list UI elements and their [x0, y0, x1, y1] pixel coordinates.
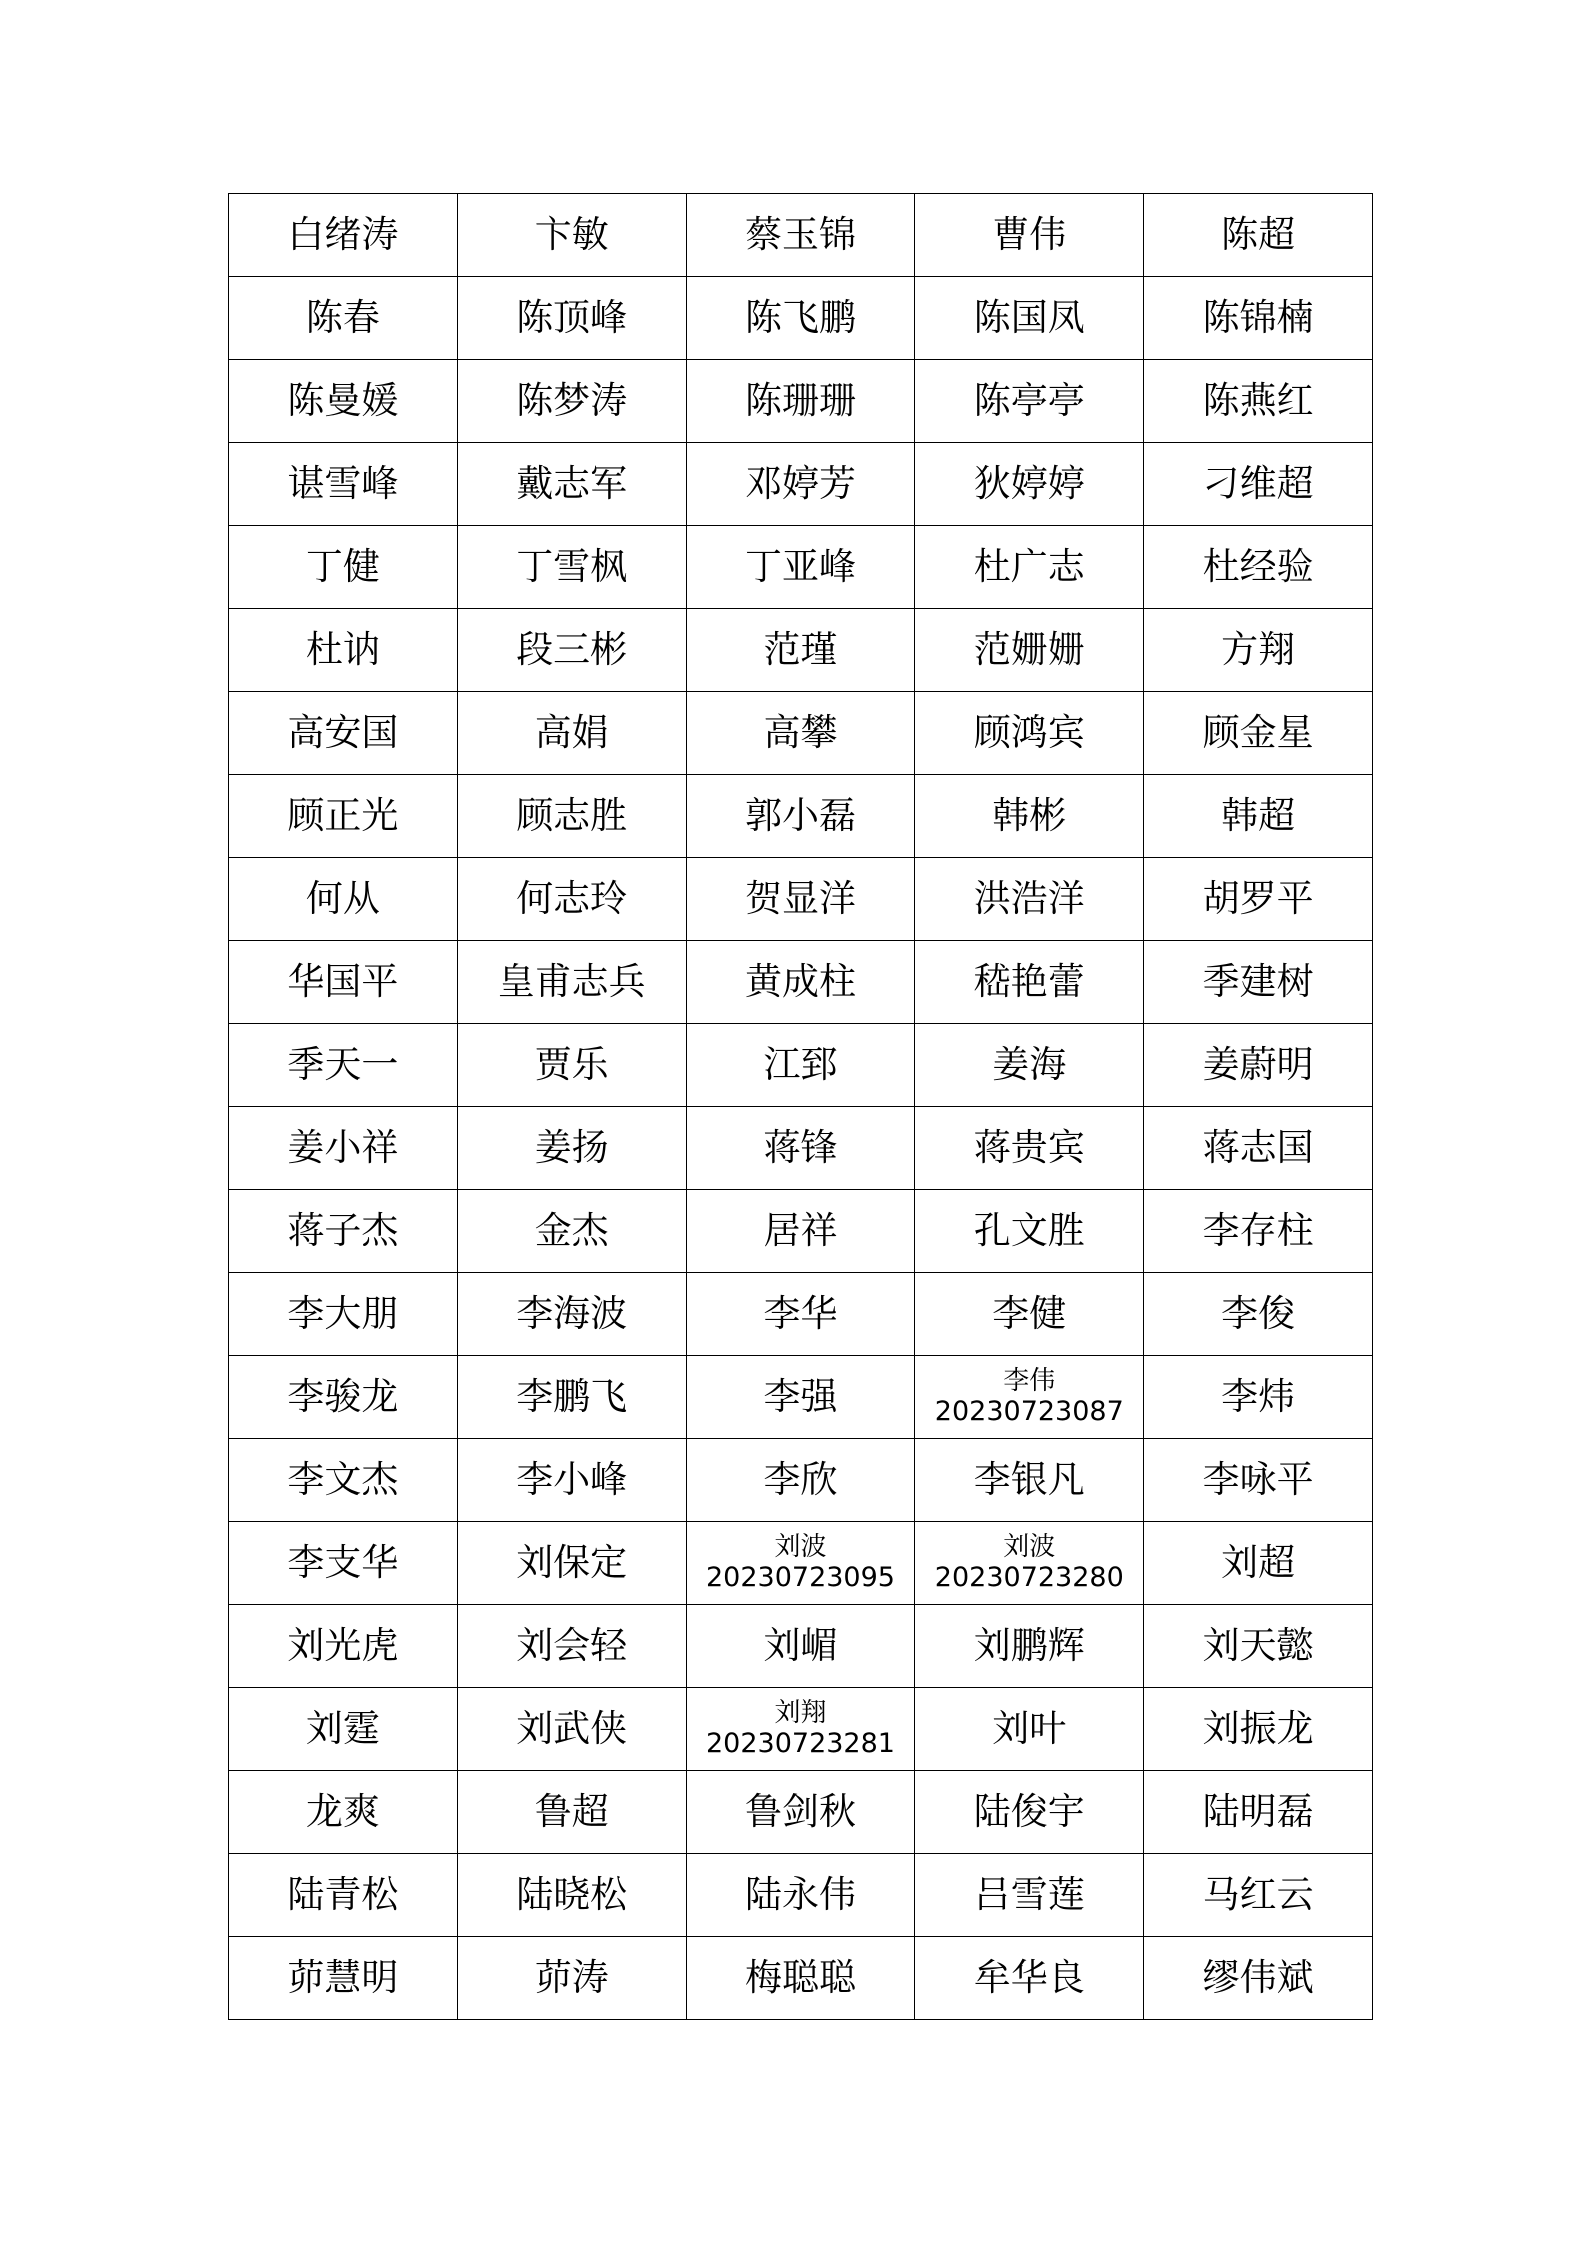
name-cell — [1144, 1107, 1373, 1190]
person-name: 陈顶峰 — [516, 295, 628, 339]
person-name: 李海波 — [516, 1291, 628, 1335]
name-cell — [457, 692, 686, 775]
name-cell — [686, 1356, 915, 1439]
person-name: 牟华良 — [973, 1955, 1085, 1999]
name-cell — [915, 941, 1144, 1024]
person-name: 刘波 — [1003, 1531, 1056, 1562]
person-name: 李咏平 — [1202, 1457, 1314, 1501]
name-cell — [229, 277, 458, 360]
name-cell — [229, 1190, 458, 1273]
name-cell — [1144, 1522, 1373, 1605]
table-row — [229, 1605, 1373, 1688]
person-name: 方翔 — [1221, 627, 1296, 671]
person-name: 李文杰 — [287, 1457, 399, 1501]
person-id: 20230723095 — [706, 1562, 895, 1594]
name-cell — [229, 1024, 458, 1107]
table-row — [229, 1937, 1373, 2020]
person-name: 贾乐 — [534, 1042, 609, 1086]
table-row — [229, 1273, 1373, 1356]
person-name: 陈超 — [1221, 212, 1296, 256]
name-cell — [457, 1439, 686, 1522]
person-name: 茆涛 — [534, 1955, 609, 1999]
person-name: 曹伟 — [992, 212, 1067, 256]
person-name: 顾志胜 — [516, 793, 628, 837]
person-name: 刘保定 — [516, 1540, 628, 1584]
table-row — [229, 941, 1373, 1024]
name-cell — [915, 1024, 1144, 1107]
person-name: 李骏龙 — [287, 1374, 399, 1418]
person-name: 卞敏 — [534, 212, 609, 256]
name-cell — [686, 692, 915, 775]
name-cell — [457, 1688, 686, 1771]
name-cell — [1144, 1190, 1373, 1273]
person-name: 蒋贵宾 — [973, 1125, 1085, 1169]
table-row — [229, 1688, 1373, 1771]
name-cell — [457, 360, 686, 443]
name-cell — [915, 1605, 1144, 1688]
person-name: 蒋子杰 — [287, 1208, 399, 1252]
person-name: 李支华 — [287, 1540, 399, 1584]
name-cell — [915, 1522, 1144, 1605]
table-row — [229, 1522, 1373, 1605]
name-cell — [686, 1688, 915, 1771]
person-name: 陆明磊 — [1202, 1789, 1314, 1833]
name-cell — [457, 1937, 686, 2020]
name-cell — [229, 941, 458, 1024]
person-name: 马红云 — [1202, 1872, 1314, 1916]
person-name: 丁亚峰 — [744, 544, 856, 588]
person-id: 20230723280 — [934, 1562, 1124, 1594]
name-cell — [915, 775, 1144, 858]
person-name: 邓婷芳 — [744, 461, 856, 505]
name-cell — [229, 775, 458, 858]
name-cell — [1144, 1605, 1373, 1688]
person-name: 姜扬 — [534, 1125, 609, 1169]
name-cell — [686, 360, 915, 443]
table-row — [229, 1356, 1373, 1439]
name-cell — [457, 1107, 686, 1190]
name-cell — [686, 194, 915, 277]
name-cell — [229, 526, 458, 609]
name-cell — [915, 1854, 1144, 1937]
person-name: 陈曼媛 — [287, 378, 399, 422]
name-cell — [457, 1356, 686, 1439]
name-cell — [915, 692, 1144, 775]
name-cell — [686, 1107, 915, 1190]
person-name: 陆永伟 — [744, 1872, 856, 1916]
person-name: 金杰 — [534, 1208, 609, 1252]
name-cell — [1144, 1688, 1373, 1771]
name-cell — [229, 1937, 458, 2020]
name-cell — [457, 1190, 686, 1273]
person-name: 刘翔 — [774, 1697, 827, 1728]
name-cell — [229, 360, 458, 443]
name-cell — [229, 1854, 458, 1937]
person-name: 陈燕红 — [1202, 378, 1314, 422]
person-name: 江郅 — [763, 1042, 838, 1086]
name-cell — [457, 1273, 686, 1356]
name-cell — [1144, 1024, 1373, 1107]
name-cell — [686, 941, 915, 1024]
person-name: 茆慧明 — [287, 1955, 399, 1999]
person-name: 吕雪莲 — [973, 1872, 1085, 1916]
person-name: 韩彬 — [992, 793, 1067, 837]
name-cell — [1144, 1356, 1373, 1439]
person-name: 何志玲 — [516, 876, 628, 920]
person-name: 姜蔚明 — [1202, 1042, 1314, 1086]
name-cell — [229, 194, 458, 277]
person-name: 贺显洋 — [744, 876, 856, 920]
name-list-table — [228, 193, 1373, 2020]
table-row — [229, 1771, 1373, 1854]
person-name: 陈珊珊 — [744, 378, 856, 422]
name-cell — [457, 1024, 686, 1107]
person-name: 梅聪聪 — [744, 1955, 856, 1999]
name-cell — [457, 443, 686, 526]
name-cell — [915, 1771, 1144, 1854]
person-name: 李鹏飞 — [516, 1374, 628, 1418]
name-cell — [1144, 1771, 1373, 1854]
person-name: 李银凡 — [973, 1457, 1085, 1501]
person-name: 白绪涛 — [287, 212, 399, 256]
table-row — [229, 194, 1373, 277]
person-name: 陈飞鹏 — [744, 295, 856, 339]
person-name: 居祥 — [763, 1208, 838, 1252]
name-cell — [457, 858, 686, 941]
person-name: 孔文胜 — [973, 1208, 1085, 1252]
name-cell — [1144, 941, 1373, 1024]
person-name: 蒋志国 — [1202, 1125, 1314, 1169]
person-name: 陆俊宇 — [973, 1789, 1085, 1833]
person-name: 杜经验 — [1202, 544, 1314, 588]
person-name: 刘嵋 — [763, 1623, 838, 1667]
name-cell — [686, 1273, 915, 1356]
name-cell — [457, 526, 686, 609]
person-name: 刘叶 — [992, 1706, 1067, 1750]
table-row — [229, 775, 1373, 858]
person-name: 嵇艳蕾 — [973, 959, 1085, 1003]
table-row — [229, 277, 1373, 360]
table-row — [229, 1024, 1373, 1107]
name-cell — [229, 1107, 458, 1190]
person-name: 刘波 — [774, 1531, 827, 1562]
person-name: 何从 — [305, 876, 380, 920]
name-cell — [229, 692, 458, 775]
name-cell — [1144, 1273, 1373, 1356]
name-cell — [915, 360, 1144, 443]
person-name: 李健 — [992, 1291, 1067, 1335]
person-name: 狄婷婷 — [973, 461, 1085, 505]
person-name: 段三彬 — [516, 627, 628, 671]
name-cell — [229, 1273, 458, 1356]
person-name: 范姗姗 — [973, 627, 1085, 671]
person-name: 丁健 — [305, 544, 380, 588]
name-cell — [686, 1771, 915, 1854]
name-cell — [1144, 858, 1373, 941]
name-cell — [229, 858, 458, 941]
name-cell — [686, 526, 915, 609]
name-cell — [1144, 609, 1373, 692]
name-cell — [229, 609, 458, 692]
table-row — [229, 1854, 1373, 1937]
person-name: 李伟 — [1003, 1365, 1056, 1396]
name-cell — [229, 1439, 458, 1522]
name-cell — [915, 858, 1144, 941]
name-cell — [1144, 692, 1373, 775]
person-name: 鲁剑秋 — [744, 1789, 856, 1833]
person-name: 高安国 — [287, 710, 399, 754]
name-cell — [915, 1439, 1144, 1522]
person-name: 陈锦楠 — [1202, 295, 1314, 339]
person-name: 皇甫志兵 — [497, 959, 646, 1003]
name-cell — [686, 443, 915, 526]
name-cell — [915, 1273, 1144, 1356]
person-name: 李炜 — [1221, 1374, 1296, 1418]
name-cell — [686, 775, 915, 858]
person-name: 郭小磊 — [744, 793, 856, 837]
person-name: 洪浩洋 — [973, 876, 1085, 920]
name-cell — [915, 277, 1144, 360]
name-cell — [457, 1854, 686, 1937]
name-cell — [457, 775, 686, 858]
name-cell — [457, 277, 686, 360]
name-cell — [686, 1605, 915, 1688]
name-cell — [1144, 775, 1373, 858]
person-name: 李存柱 — [1202, 1208, 1314, 1252]
name-cell — [1144, 526, 1373, 609]
name-cell — [915, 1356, 1144, 1439]
name-cell — [457, 194, 686, 277]
person-name: 李华 — [763, 1291, 838, 1335]
person-name: 陈亭亭 — [973, 378, 1085, 422]
name-cell — [229, 1522, 458, 1605]
name-cell — [686, 858, 915, 941]
person-name: 刘鹏辉 — [973, 1623, 1085, 1667]
table-row — [229, 609, 1373, 692]
person-name: 李大朋 — [287, 1291, 399, 1335]
person-name: 杜广志 — [973, 544, 1085, 588]
name-cell — [1144, 1854, 1373, 1937]
name-cell — [915, 526, 1144, 609]
name-cell — [915, 1190, 1144, 1273]
person-name: 陆晓松 — [516, 1872, 628, 1916]
person-name: 韩超 — [1221, 793, 1296, 837]
person-name: 鲁超 — [534, 1789, 609, 1833]
person-name: 李俊 — [1221, 1291, 1296, 1335]
person-name: 刘霆 — [305, 1706, 380, 1750]
name-cell — [229, 1771, 458, 1854]
person-name: 蒋锋 — [763, 1125, 838, 1169]
name-cell — [1144, 443, 1373, 526]
person-name: 范瑾 — [763, 627, 838, 671]
person-name: 李小峰 — [516, 1457, 628, 1501]
name-cell — [686, 1937, 915, 2020]
name-cell — [229, 1356, 458, 1439]
table-row — [229, 1439, 1373, 1522]
table-row — [229, 858, 1373, 941]
name-cell — [915, 1937, 1144, 2020]
person-name: 姜小祥 — [287, 1125, 399, 1169]
person-id: 20230723281 — [706, 1728, 895, 1760]
name-cell — [686, 1190, 915, 1273]
person-name: 季天一 — [287, 1042, 399, 1086]
name-cell — [686, 1439, 915, 1522]
person-name: 刘超 — [1221, 1540, 1296, 1584]
person-name: 戴志军 — [516, 461, 628, 505]
name-cell — [457, 609, 686, 692]
person-name: 陈国凤 — [973, 295, 1085, 339]
person-name: 丁雪枫 — [516, 544, 628, 588]
name-cell — [686, 609, 915, 692]
name-cell — [915, 1107, 1144, 1190]
table-row — [229, 443, 1373, 526]
person-name: 李欣 — [763, 1457, 838, 1501]
person-name: 李强 — [763, 1374, 838, 1418]
name-cell — [686, 1854, 915, 1937]
person-name: 刘武侠 — [516, 1706, 628, 1750]
person-name: 高攀 — [763, 710, 838, 754]
name-cell — [1144, 1439, 1373, 1522]
person-id: 20230723087 — [934, 1396, 1124, 1428]
name-list-body — [229, 194, 1373, 2020]
name-cell — [915, 194, 1144, 277]
name-cell — [915, 609, 1144, 692]
name-cell — [229, 443, 458, 526]
person-name: 季建树 — [1202, 959, 1314, 1003]
person-name: 刘天懿 — [1202, 1623, 1314, 1667]
person-name: 姜海 — [992, 1042, 1067, 1086]
person-name: 顾鸿宾 — [973, 710, 1085, 754]
table-row — [229, 526, 1373, 609]
person-name: 谌雪峰 — [287, 461, 399, 505]
table-row — [229, 1190, 1373, 1273]
person-name: 陆青松 — [287, 1872, 399, 1916]
table-row — [229, 692, 1373, 775]
name-cell — [915, 443, 1144, 526]
table-row — [229, 360, 1373, 443]
person-name: 顾金星 — [1202, 710, 1314, 754]
person-name: 刁维超 — [1202, 461, 1314, 505]
name-cell — [686, 1522, 915, 1605]
person-name: 龙爽 — [305, 1789, 380, 1833]
name-cell — [229, 1605, 458, 1688]
table-row — [229, 1107, 1373, 1190]
person-name: 华国平 — [287, 959, 399, 1003]
name-cell — [686, 277, 915, 360]
name-cell — [457, 1522, 686, 1605]
person-name: 黄成柱 — [744, 959, 856, 1003]
name-cell — [457, 941, 686, 1024]
person-name: 杜讷 — [305, 627, 380, 671]
name-cell — [915, 1688, 1144, 1771]
name-cell — [229, 1688, 458, 1771]
name-cell — [1144, 194, 1373, 277]
name-cell — [1144, 360, 1373, 443]
name-cell — [686, 1024, 915, 1107]
name-cell — [1144, 1937, 1373, 2020]
name-cell — [457, 1605, 686, 1688]
name-cell — [457, 1771, 686, 1854]
person-name: 胡罗平 — [1202, 876, 1314, 920]
person-name: 刘振龙 — [1202, 1706, 1314, 1750]
person-name: 刘会轻 — [516, 1623, 628, 1667]
person-name: 刘光虎 — [287, 1623, 399, 1667]
person-name: 顾正光 — [287, 793, 399, 837]
person-name: 陈春 — [305, 295, 380, 339]
name-cell — [1144, 277, 1373, 360]
person-name: 陈梦涛 — [516, 378, 628, 422]
person-name: 高娟 — [534, 710, 609, 754]
person-name: 蔡玉锦 — [744, 212, 856, 256]
person-name: 缪伟斌 — [1202, 1955, 1314, 1999]
